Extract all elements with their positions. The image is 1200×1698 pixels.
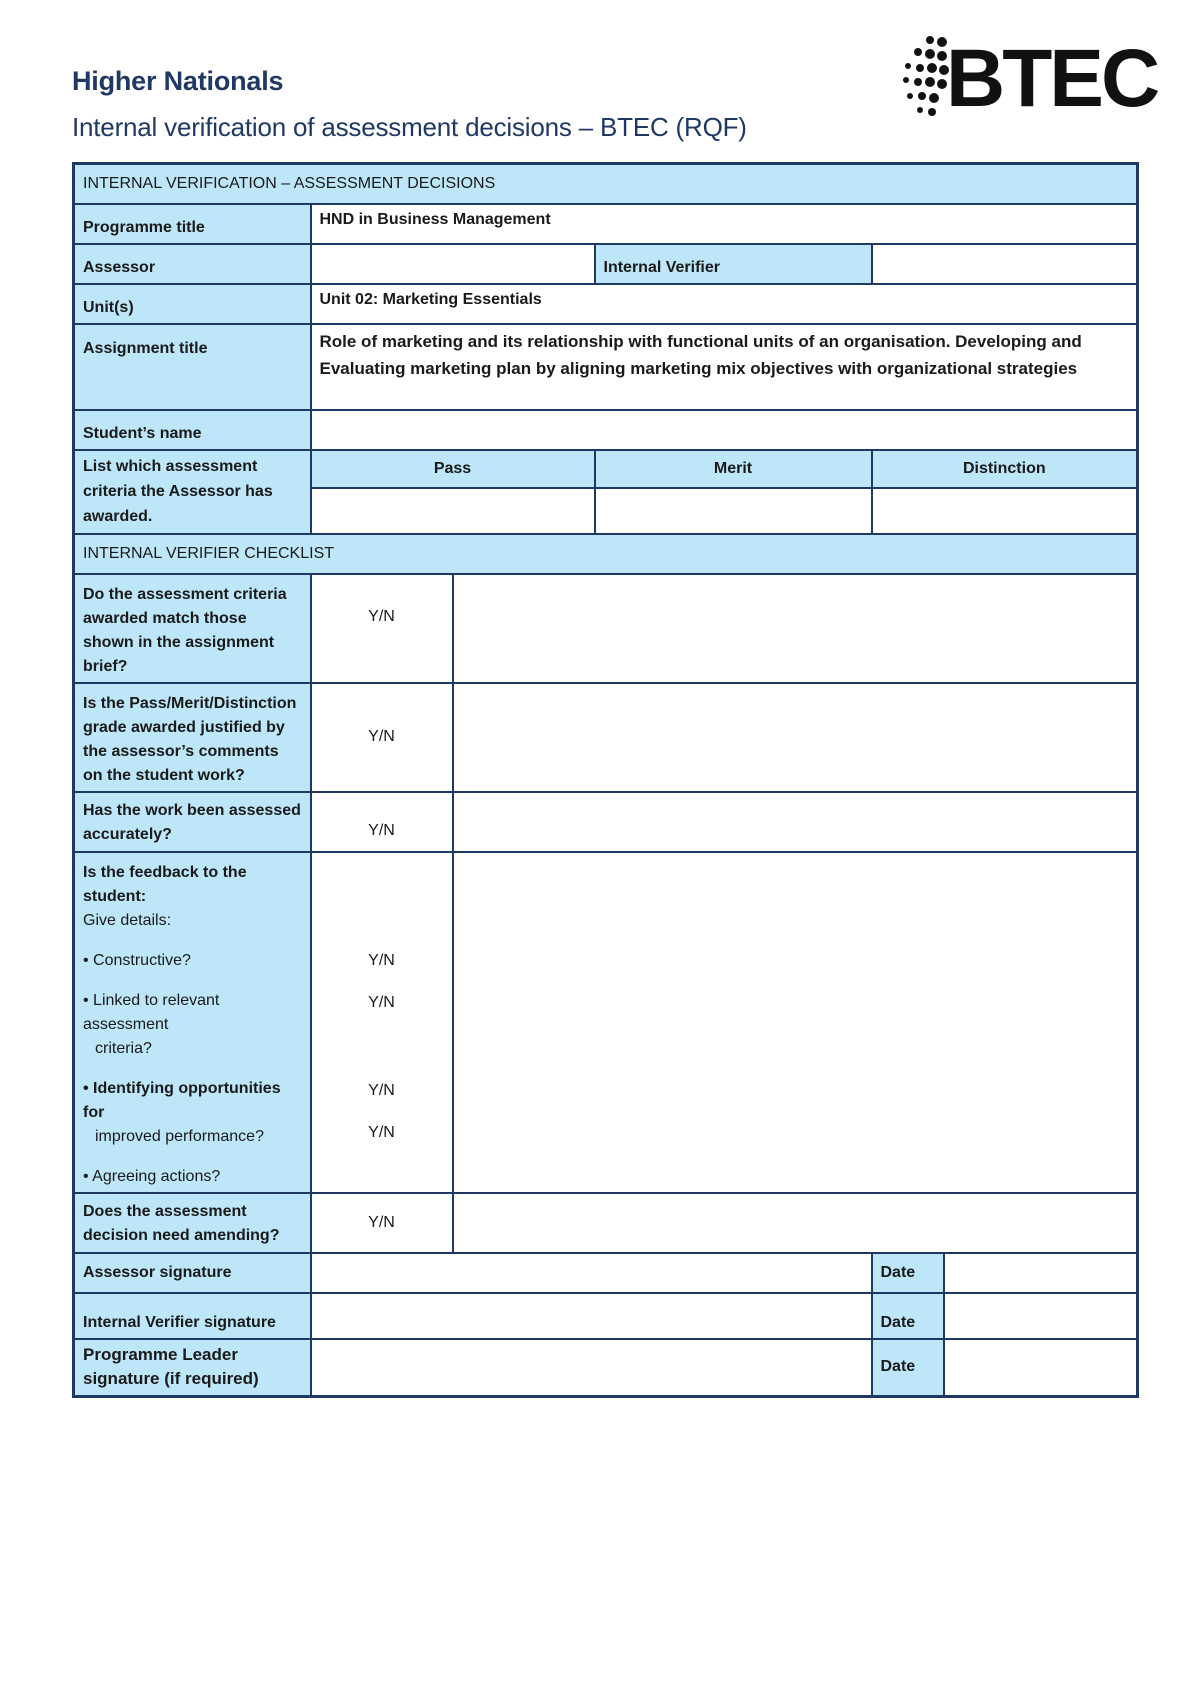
yn-assessed-accurately[interactable]: Y/N — [311, 792, 453, 852]
pl-date-label: Date — [872, 1339, 944, 1397]
students-name-label: Student’s name — [74, 410, 311, 450]
units-label: Unit(s) — [74, 284, 311, 324]
iv-date-label: Date — [872, 1293, 944, 1339]
pl-signature-label: Programme Leader signature (if required) — [74, 1339, 311, 1397]
criteria-awarded-label: List which assessment criteria the Assessor has awarded. — [74, 450, 311, 534]
yn-decision-amending[interactable]: Y/N — [311, 1193, 453, 1253]
iv-date-field[interactable] — [944, 1293, 1138, 1339]
feedback-title: Is the feedback to the student: — [83, 863, 247, 905]
iv-signature-label: Internal Verifier signature — [74, 1293, 311, 1339]
merit-criteria-field[interactable] — [595, 488, 872, 534]
programme-title-value[interactable]: HND in Business Management — [311, 204, 1138, 244]
assessor-signature-label: Assessor signature — [74, 1253, 311, 1293]
comment-criteria-match[interactable] — [453, 574, 1138, 683]
yn-linked[interactable]: Y/N — [368, 993, 395, 1011]
internal-verifier-label: Internal Verifier — [595, 244, 872, 284]
logo-wordmark: BTEC — [946, 33, 1158, 124]
page-heading: Higher Nationals — [72, 66, 284, 96]
question-assessed-accurately: Has the work been assessed accurately? — [74, 792, 311, 852]
grade-header-pass: Pass — [311, 450, 595, 488]
section-header-assessment-decisions: INTERNAL VERIFICATION – ASSESSMENT DECISIONS — [74, 164, 1138, 204]
feedback-item-constructive: • Constructive? — [83, 951, 191, 969]
feedback-subtitle: Give details: — [83, 911, 172, 929]
internal-verifier-field[interactable] — [872, 244, 1138, 284]
assessor-signature-field[interactable] — [311, 1253, 872, 1293]
comment-assessed-accurately[interactable] — [453, 792, 1138, 852]
assignment-title-label: Assignment title — [74, 324, 311, 410]
units-value[interactable]: Unit 02: Marketing Essentials — [311, 284, 1138, 324]
yn-constructive[interactable]: Y/N — [368, 951, 395, 969]
pass-criteria-field[interactable] — [311, 488, 595, 534]
yn-grade-justified[interactable]: Y/N — [311, 683, 453, 792]
pl-signature-field[interactable] — [311, 1339, 872, 1397]
pl-date-field[interactable] — [944, 1339, 1138, 1397]
question-feedback — [74, 852, 311, 1193]
page-subheading: Internal verification of assessment decisions – BTEC (RQF) — [72, 112, 747, 142]
programme-title-label: Programme title — [74, 204, 311, 244]
comment-feedback[interactable] — [453, 852, 1138, 1193]
students-name-field[interactable] — [311, 410, 1138, 450]
assessor-label: Assessor — [74, 244, 311, 284]
yn-agreeing[interactable]: Y/N — [368, 1123, 395, 1141]
grade-header-merit: Merit — [595, 450, 872, 488]
question-criteria-match: Do the assessment criteria awarded match those shown in the assignment brief? — [74, 574, 311, 683]
yn-feedback-column — [311, 852, 453, 1193]
assessor-field[interactable] — [311, 244, 595, 284]
btec-logo — [900, 33, 1158, 124]
yn-criteria-match[interactable]: Y/N — [311, 574, 453, 683]
distinction-criteria-field[interactable] — [872, 488, 1138, 534]
feedback-item-identifying: • Identifying opportunities for — [83, 1079, 281, 1121]
comment-decision-amending[interactable] — [453, 1193, 1138, 1253]
assignment-title-value[interactable]: Role of marketing and its relationship with functional units of an organisation. Developing and Evaluating marketing plan by aligning marketing mix objectives with organizational strategies — [311, 324, 1138, 410]
section-header-checklist: INTERNAL VERIFIER CHECKLIST — [74, 534, 1138, 574]
assessor-date-field[interactable] — [944, 1253, 1138, 1293]
feedback-item-linked: • Linked to relevant assessment — [83, 991, 220, 1033]
verification-form — [72, 162, 1139, 1398]
feedback-item-identifying-cont: improved performance? — [95, 1127, 264, 1145]
grade-header-distinction: Distinction — [872, 450, 1138, 488]
yn-identifying[interactable]: Y/N — [368, 1081, 395, 1099]
feedback-item-linked-cont: criteria? — [95, 1039, 152, 1057]
question-grade-justified: Is the Pass/Merit/Distinction grade awarded justified by the assessor’s comments on the student work? — [74, 683, 311, 792]
question-decision-amending: Does the assessment decision need amending? — [74, 1193, 311, 1253]
iv-signature-field[interactable] — [311, 1293, 872, 1339]
feedback-item-agreeing: • Agreeing actions? — [83, 1167, 221, 1185]
comment-grade-justified[interactable] — [453, 683, 1138, 792]
assessor-date-label: Date — [872, 1253, 944, 1293]
